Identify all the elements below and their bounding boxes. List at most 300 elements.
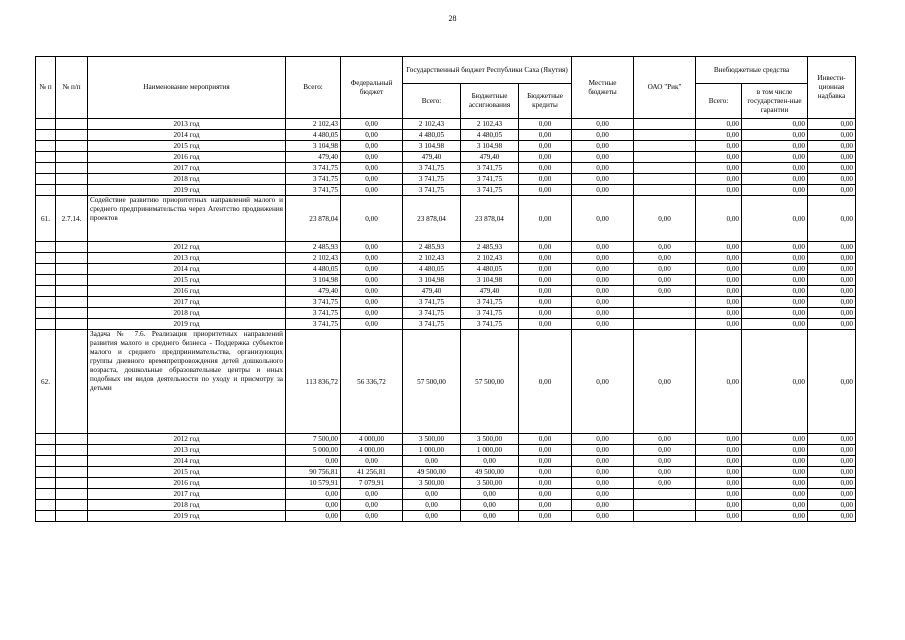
cell-local: 0,00 <box>572 242 634 253</box>
table-row-year <box>36 467 856 478</box>
cell-state-total: 3 104,98 <box>403 275 461 286</box>
cell-no <box>36 141 56 152</box>
cell-invest: 0,00 <box>808 119 856 130</box>
cell-state-total: 4 480,05 <box>403 130 461 141</box>
cell-local: 0,00 <box>572 308 634 319</box>
cell-extra-guarantee: 0,00 <box>742 119 808 130</box>
cell-state-total: 3 741,75 <box>403 185 461 196</box>
cell-state-credit: 0,00 <box>519 434 572 445</box>
table-body <box>36 119 856 522</box>
cell-year: 2015 год <box>88 275 286 286</box>
cell-local: 0,00 <box>572 174 634 185</box>
cell-no-pp <box>56 286 88 297</box>
cell-total: 2 102,43 <box>286 119 341 130</box>
cell-state-credit: 0,00 <box>519 119 572 130</box>
cell-extra-total: 0,00 <box>696 511 742 522</box>
header-extra-group: Внебюджетные средства <box>696 57 808 84</box>
cell-total: 0,00 <box>286 456 341 467</box>
cell-no-pp <box>56 174 88 185</box>
cell-no <box>36 308 56 319</box>
cell-extra-guarantee: 0,00 <box>742 500 808 511</box>
cell-extra-guarantee: 0,00 <box>742 308 808 319</box>
cell-invest: 0,00 <box>808 456 856 467</box>
cell-year: 2019 год <box>88 319 286 330</box>
table-row-year <box>36 119 856 130</box>
table-row-year <box>36 319 856 330</box>
table-row-year <box>36 174 856 185</box>
cell-federal: 0,00 <box>341 253 403 264</box>
header-no: № п <box>36 57 56 119</box>
cell-state-credit: 0,00 <box>519 242 572 253</box>
header-state-total: Всего: <box>403 84 461 119</box>
table-row-main <box>36 196 856 242</box>
cell-invest: 0,00 <box>808 253 856 264</box>
cell-no <box>36 253 56 264</box>
table-row-year <box>36 308 856 319</box>
cell-extra-total: 0,00 <box>696 141 742 152</box>
cell-total: 0,00 <box>286 511 341 522</box>
cell-state-credit: 0,00 <box>519 500 572 511</box>
cell-extra-guarantee: 0,00 <box>742 286 808 297</box>
header-state-alloc: Бюджетные ассигнования <box>461 84 519 119</box>
table-row-year <box>36 489 856 500</box>
cell-federal: 0,00 <box>341 456 403 467</box>
cell-no <box>36 242 56 253</box>
cell-state-alloc: 3 104,98 <box>461 275 519 286</box>
cell-no <box>36 174 56 185</box>
cell-oao <box>634 119 696 130</box>
cell-federal: 0,00 <box>341 275 403 286</box>
cell-total: 479,40 <box>286 286 341 297</box>
cell-invest: 0,00 <box>808 500 856 511</box>
cell-state-alloc: 2 102,43 <box>461 253 519 264</box>
cell-invest: 0,00 <box>808 434 856 445</box>
cell-no-pp <box>56 478 88 489</box>
cell-local: 0,00 <box>572 141 634 152</box>
cell-invest: 0,00 <box>808 275 856 286</box>
cell-state-alloc: 23 878,04 <box>461 196 519 242</box>
cell-state-alloc: 3 104,98 <box>461 141 519 152</box>
cell-state-credit: 0,00 <box>519 264 572 275</box>
cell-state-credit: 0,00 <box>519 253 572 264</box>
cell-year: 2015 год <box>88 467 286 478</box>
cell-state-alloc: 3 741,75 <box>461 308 519 319</box>
cell-no-pp <box>56 185 88 196</box>
cell-invest: 0,00 <box>808 319 856 330</box>
cell-federal: 0,00 <box>341 152 403 163</box>
cell-total: 4 480,05 <box>286 264 341 275</box>
cell-state-total: 1 000,00 <box>403 445 461 456</box>
cell-no-pp <box>56 163 88 174</box>
cell-state-credit: 0,00 <box>519 478 572 489</box>
cell-state-alloc: 2 102,43 <box>461 119 519 130</box>
cell-state-alloc: 3 500,00 <box>461 434 519 445</box>
cell-invest: 0,00 <box>808 511 856 522</box>
table-row-year <box>36 297 856 308</box>
cell-state-credit: 0,00 <box>519 275 572 286</box>
budget-table <box>35 56 856 522</box>
header-local: Местные бюджеты <box>572 57 634 119</box>
cell-extra-total: 0,00 <box>696 119 742 130</box>
cell-no <box>36 185 56 196</box>
cell-oao: 0,00 <box>634 286 696 297</box>
cell-extra-guarantee: 0,00 <box>742 242 808 253</box>
cell-extra-guarantee: 0,00 <box>742 319 808 330</box>
cell-federal: 0,00 <box>341 163 403 174</box>
cell-oao: 0,00 <box>634 196 696 242</box>
cell-oao: 0,00 <box>634 330 696 434</box>
cell-no-pp <box>56 445 88 456</box>
cell-federal: 0,00 <box>341 500 403 511</box>
cell-total: 3 741,75 <box>286 297 341 308</box>
cell-no <box>36 119 56 130</box>
cell-state-alloc: 0,00 <box>461 489 519 500</box>
cell-state-alloc: 57 500,00 <box>461 330 519 434</box>
cell-state-credit: 0,00 <box>519 286 572 297</box>
cell-invest: 0,00 <box>808 152 856 163</box>
cell-local: 0,00 <box>572 253 634 264</box>
cell-extra-total: 0,00 <box>696 330 742 434</box>
cell-local: 0,00 <box>572 500 634 511</box>
cell-oao: 0,00 <box>634 445 696 456</box>
cell-no-pp <box>56 152 88 163</box>
cell-no-pp <box>56 264 88 275</box>
cell-state-alloc: 479,40 <box>461 152 519 163</box>
header-federal: Федеральный бюджет <box>341 57 403 119</box>
cell-extra-total: 0,00 <box>696 196 742 242</box>
cell-state-credit: 0,00 <box>519 163 572 174</box>
cell-federal: 0,00 <box>341 489 403 500</box>
table-row-year <box>36 445 856 456</box>
cell-federal: 7 079,91 <box>341 478 403 489</box>
cell-extra-guarantee: 0,00 <box>742 253 808 264</box>
cell-year: 2014 год <box>88 264 286 275</box>
cell-state-total: 479,40 <box>403 152 461 163</box>
cell-state-credit: 0,00 <box>519 319 572 330</box>
table-row-year <box>36 456 856 467</box>
table-row-year <box>36 130 856 141</box>
cell-total: 10 579,91 <box>286 478 341 489</box>
cell-invest: 0,00 <box>808 163 856 174</box>
cell-local: 0,00 <box>572 467 634 478</box>
cell-no-pp <box>56 319 88 330</box>
cell-federal: 0,00 <box>341 185 403 196</box>
cell-federal: 4 000,00 <box>341 434 403 445</box>
cell-extra-total: 0,00 <box>696 286 742 297</box>
cell-extra-guarantee: 0,00 <box>742 264 808 275</box>
cell-state-total: 3 741,75 <box>403 319 461 330</box>
cell-invest: 0,00 <box>808 141 856 152</box>
cell-no <box>36 500 56 511</box>
cell-federal: 0,00 <box>341 264 403 275</box>
table-row-main <box>36 330 856 434</box>
cell-no <box>36 152 56 163</box>
table-row-year <box>36 253 856 264</box>
cell-invest: 0,00 <box>808 489 856 500</box>
cell-extra-guarantee: 0,00 <box>742 163 808 174</box>
cell-extra-total: 0,00 <box>696 500 742 511</box>
cell-extra-total: 0,00 <box>696 275 742 286</box>
cell-year: 2014 год <box>88 456 286 467</box>
cell-total: 0,00 <box>286 500 341 511</box>
table-row-year <box>36 286 856 297</box>
cell-no <box>36 297 56 308</box>
cell-year: 2017 год <box>88 163 286 174</box>
header-no-pp: № п/п <box>56 57 88 119</box>
cell-total: 3 104,98 <box>286 275 341 286</box>
cell-year: 2012 год <box>88 242 286 253</box>
header-total: Всего: <box>286 57 341 119</box>
cell-invest: 0,00 <box>808 467 856 478</box>
cell-no-pp <box>56 119 88 130</box>
table-row-year <box>36 275 856 286</box>
table-row-year <box>36 185 856 196</box>
cell-no <box>36 511 56 522</box>
cell-oao: 0,00 <box>634 467 696 478</box>
cell-total: 2 485,93 <box>286 242 341 253</box>
cell-local: 0,00 <box>572 456 634 467</box>
cell-oao <box>634 141 696 152</box>
cell-no-pp <box>56 141 88 152</box>
cell-no <box>36 130 56 141</box>
cell-state-total: 0,00 <box>403 456 461 467</box>
cell-extra-total: 0,00 <box>696 174 742 185</box>
cell-oao <box>634 297 696 308</box>
page-number: 28 <box>448 14 457 23</box>
cell-no-pp <box>56 467 88 478</box>
cell-year: 2013 год <box>88 253 286 264</box>
cell-invest: 0,00 <box>808 196 856 242</box>
cell-no-pp <box>56 242 88 253</box>
cell-state-credit: 0,00 <box>519 152 572 163</box>
cell-state-total: 3 104,98 <box>403 141 461 152</box>
table-row-year <box>36 511 856 522</box>
cell-no <box>36 163 56 174</box>
cell-local: 0,00 <box>572 319 634 330</box>
cell-oao <box>634 163 696 174</box>
cell-invest: 0,00 <box>808 264 856 275</box>
cell-extra-guarantee: 0,00 <box>742 445 808 456</box>
cell-state-alloc: 479,40 <box>461 286 519 297</box>
cell-no <box>36 445 56 456</box>
cell-federal: 4 000,00 <box>341 445 403 456</box>
cell-no-pp <box>56 330 88 434</box>
cell-local: 0,00 <box>572 297 634 308</box>
cell-state-credit: 0,00 <box>519 330 572 434</box>
cell-state-alloc: 3 741,75 <box>461 185 519 196</box>
cell-oao <box>634 174 696 185</box>
cell-no-pp <box>56 456 88 467</box>
cell-state-credit: 0,00 <box>519 467 572 478</box>
table-row-year <box>36 242 856 253</box>
cell-federal: 0,00 <box>341 174 403 185</box>
cell-oao <box>634 511 696 522</box>
header-extra-guarantee: в том числе государствен-ные гарантии <box>742 84 808 119</box>
cell-oao <box>634 319 696 330</box>
cell-total: 3 741,75 <box>286 308 341 319</box>
cell-state-alloc: 49 500,00 <box>461 467 519 478</box>
cell-no <box>36 434 56 445</box>
header-extra-total: Всего: <box>696 84 742 119</box>
cell-extra-guarantee: 0,00 <box>742 141 808 152</box>
cell-extra-guarantee: 0,00 <box>742 152 808 163</box>
cell-state-credit: 0,00 <box>519 456 572 467</box>
cell-invest: 0,00 <box>808 242 856 253</box>
cell-federal: 0,00 <box>341 297 403 308</box>
cell-local: 0,00 <box>572 163 634 174</box>
cell-state-alloc: 1 000,00 <box>461 445 519 456</box>
cell-local: 0,00 <box>572 286 634 297</box>
cell-no: 61. <box>36 196 56 242</box>
header-oao: ОАО "Рик" <box>634 57 696 119</box>
cell-extra-total: 0,00 <box>696 253 742 264</box>
cell-no <box>36 319 56 330</box>
cell-oao <box>634 130 696 141</box>
cell-oao: 0,00 <box>634 275 696 286</box>
cell-local: 0,00 <box>572 489 634 500</box>
cell-total: 2 102,43 <box>286 253 341 264</box>
cell-extra-total: 0,00 <box>696 489 742 500</box>
cell-year: 2017 год <box>88 489 286 500</box>
cell-state-credit: 0,00 <box>519 445 572 456</box>
cell-oao <box>634 500 696 511</box>
cell-no-pp <box>56 434 88 445</box>
cell-state-total: 3 741,75 <box>403 163 461 174</box>
cell-no-pp <box>56 500 88 511</box>
cell-state-credit: 0,00 <box>519 297 572 308</box>
cell-no <box>36 489 56 500</box>
cell-extra-guarantee: 0,00 <box>742 297 808 308</box>
cell-local: 0,00 <box>572 511 634 522</box>
cell-invest: 0,00 <box>808 286 856 297</box>
cell-no-pp: 2.7.14. <box>56 196 88 242</box>
cell-no-pp <box>56 489 88 500</box>
cell-invest: 0,00 <box>808 308 856 319</box>
cell-state-total: 23 878,04 <box>403 196 461 242</box>
cell-state-credit: 0,00 <box>519 308 572 319</box>
cell-extra-total: 0,00 <box>696 434 742 445</box>
cell-state-total: 2 102,43 <box>403 119 461 130</box>
cell-local: 0,00 <box>572 275 634 286</box>
cell-extra-guarantee: 0,00 <box>742 130 808 141</box>
cell-state-credit: 0,00 <box>519 174 572 185</box>
cell-no <box>36 478 56 489</box>
cell-oao: 0,00 <box>634 456 696 467</box>
cell-oao <box>634 185 696 196</box>
cell-local: 0,00 <box>572 478 634 489</box>
cell-year: 2012 год <box>88 434 286 445</box>
cell-local: 0,00 <box>572 185 634 196</box>
cell-year: 2016 год <box>88 152 286 163</box>
cell-oao: 0,00 <box>634 242 696 253</box>
cell-oao <box>634 489 696 500</box>
cell-extra-guarantee: 0,00 <box>742 330 808 434</box>
table-row-year <box>36 163 856 174</box>
cell-local: 0,00 <box>572 434 634 445</box>
cell-state-alloc: 4 480,05 <box>461 264 519 275</box>
cell-extra-guarantee: 0,00 <box>742 478 808 489</box>
cell-name: Задача № 7.6. Реализация приоритетных направлений развития малого и среднего бизнеса - Поддержка субъектов малого и среднего предпринимательства, организующих группы дневного времяпрепровождения детей дошкольного возраста, дошкольные образовательные центры и иных подобных им видов деятельности по уходу и присмотру за детьми <box>88 330 286 434</box>
cell-local: 0,00 <box>572 196 634 242</box>
cell-state-total: 2 102,43 <box>403 253 461 264</box>
cell-oao <box>634 152 696 163</box>
cell-no <box>36 456 56 467</box>
cell-oao: 0,00 <box>634 434 696 445</box>
cell-state-alloc: 0,00 <box>461 500 519 511</box>
cell-oao: 0,00 <box>634 478 696 489</box>
cell-oao <box>634 308 696 319</box>
cell-year: 2013 год <box>88 119 286 130</box>
cell-year: 2013 год <box>88 445 286 456</box>
cell-extra-guarantee: 0,00 <box>742 434 808 445</box>
cell-no-pp <box>56 511 88 522</box>
cell-state-credit: 0,00 <box>519 141 572 152</box>
cell-no-pp <box>56 253 88 264</box>
cell-year: 2015 год <box>88 141 286 152</box>
cell-invest: 0,00 <box>808 130 856 141</box>
cell-extra-total: 0,00 <box>696 163 742 174</box>
cell-invest: 0,00 <box>808 174 856 185</box>
header-name: Наименование мероприятия <box>88 57 286 119</box>
cell-year: 2017 год <box>88 297 286 308</box>
cell-state-total: 57 500,00 <box>403 330 461 434</box>
cell-no <box>36 275 56 286</box>
table-row-year <box>36 478 856 489</box>
cell-state-total: 2 485,93 <box>403 242 461 253</box>
cell-state-alloc: 0,00 <box>461 456 519 467</box>
table-header <box>36 57 856 119</box>
cell-federal: 41 256,81 <box>341 467 403 478</box>
cell-state-total: 479,40 <box>403 286 461 297</box>
cell-total: 479,40 <box>286 152 341 163</box>
cell-total: 23 878,04 <box>286 196 341 242</box>
cell-year: 2018 год <box>88 174 286 185</box>
cell-state-credit: 0,00 <box>519 489 572 500</box>
cell-local: 0,00 <box>572 264 634 275</box>
cell-no: 62. <box>36 330 56 434</box>
cell-total: 7 500,00 <box>286 434 341 445</box>
cell-local: 0,00 <box>572 130 634 141</box>
table-row-year <box>36 500 856 511</box>
cell-name: Содействие развитию приоритетных направлений малого и среднего предпринимательства через Агентство продвижения проектов <box>88 196 286 242</box>
cell-local: 0,00 <box>572 445 634 456</box>
cell-state-alloc: 2 485,93 <box>461 242 519 253</box>
cell-total: 4 480,05 <box>286 130 341 141</box>
cell-invest: 0,00 <box>808 330 856 434</box>
cell-extra-total: 0,00 <box>696 297 742 308</box>
cell-federal: 0,00 <box>341 319 403 330</box>
cell-invest: 0,00 <box>808 445 856 456</box>
cell-state-total: 3 741,75 <box>403 297 461 308</box>
cell-state-credit: 0,00 <box>519 196 572 242</box>
cell-state-total: 3 500,00 <box>403 434 461 445</box>
cell-extra-total: 0,00 <box>696 456 742 467</box>
cell-invest: 0,00 <box>808 185 856 196</box>
cell-total: 3 104,98 <box>286 141 341 152</box>
cell-state-alloc: 3 741,75 <box>461 319 519 330</box>
cell-state-credit: 0,00 <box>519 511 572 522</box>
cell-state-alloc: 3 741,75 <box>461 297 519 308</box>
cell-federal: 0,00 <box>341 196 403 242</box>
cell-extra-guarantee: 0,00 <box>742 489 808 500</box>
cell-no <box>36 264 56 275</box>
cell-extra-guarantee: 0,00 <box>742 467 808 478</box>
cell-oao: 0,00 <box>634 264 696 275</box>
cell-state-alloc: 4 480,05 <box>461 130 519 141</box>
cell-total: 3 741,75 <box>286 163 341 174</box>
cell-state-alloc: 0,00 <box>461 511 519 522</box>
cell-total: 0,00 <box>286 489 341 500</box>
